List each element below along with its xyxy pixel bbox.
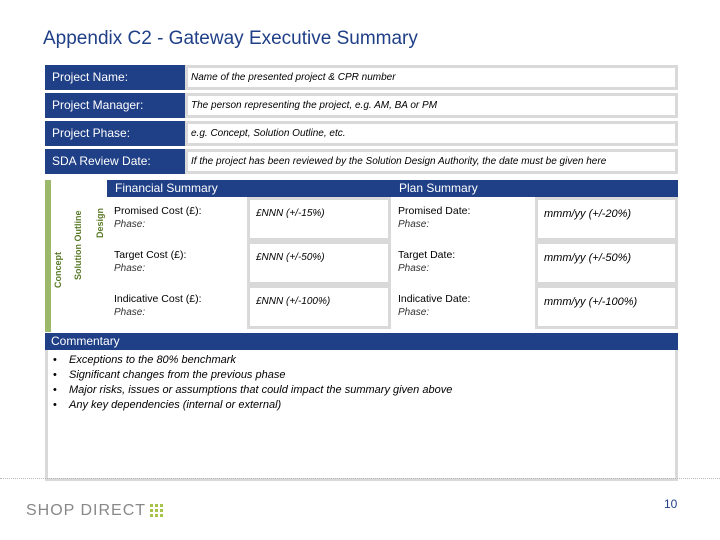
commentary-heading: Commentary	[45, 333, 678, 350]
target-row	[107, 241, 678, 285]
page-title: Appendix C2 - Gateway Executive Summary	[43, 28, 418, 49]
indicative-date-phase: Phase:	[398, 307, 430, 318]
indicative-cost-field[interactable]	[247, 285, 391, 329]
indicative-date-field[interactable]	[535, 285, 678, 329]
commentary-list	[52, 353, 675, 413]
indicative-cost-label: Indicative Cost (£):	[114, 293, 202, 305]
shop-direct-logo: SHOP DIRECT	[26, 502, 147, 519]
target-cost-label: Target Cost (£):	[114, 249, 187, 261]
promised-date-label-cell	[391, 197, 535, 241]
target-cost-label-cell	[107, 241, 247, 285]
commentary-bullet: • Exceptions to the 80% benchmark	[52, 353, 675, 368]
commentary-bullet: • Major risks, issues or assumptions that could impact the summary given above	[52, 383, 675, 398]
sda-review-date-row	[45, 149, 678, 174]
commentary-bullet: • Any key dependencies (internal or external)	[52, 398, 675, 413]
indicative-cost-value: £NNN (+/-100%)	[250, 288, 388, 326]
target-date-value: mmm/yy (+/-50%)	[538, 244, 675, 282]
target-date-phase: Phase:	[398, 263, 430, 274]
summary-header	[107, 180, 678, 197]
promised-cost-label-cell	[107, 197, 247, 241]
project-manager-value: The person representing the project, e.g. AM, BA or PM	[188, 96, 675, 115]
project-name-field[interactable]	[185, 65, 678, 90]
phase-label-solution-outline: Solution Outline	[73, 210, 83, 280]
indicative-cost-phase: Phase:	[114, 307, 146, 318]
project-manager-label: Project Manager:	[45, 93, 185, 118]
promised-cost-field[interactable]	[247, 197, 391, 241]
project-phase-label: Project Phase:	[45, 121, 185, 146]
phase-label-design: Design	[95, 207, 105, 238]
page-number: 10	[664, 497, 678, 511]
target-date-label: Target Date:	[398, 249, 456, 261]
target-cost-field[interactable]	[247, 241, 391, 285]
phase-label-concept: Concept	[53, 252, 63, 288]
indicative-date-label-cell	[391, 285, 535, 329]
promised-cost-label: Promised Cost (£):	[114, 205, 202, 217]
commentary-section	[45, 333, 678, 481]
indicative-row	[107, 285, 678, 329]
project-name-value: Name of the presented project & CPR number	[188, 68, 675, 87]
target-cost-value: £NNN (+/-50%)	[250, 244, 388, 282]
logo-grid-icon	[150, 504, 164, 518]
sda-review-date-value: If the project has been reviewed by the Solution Design Authority, the date must be given here	[188, 152, 675, 171]
sda-review-date-label: SDA Review Date:	[45, 149, 185, 174]
indicative-cost-label-cell	[107, 285, 247, 329]
promised-date-field[interactable]	[535, 197, 678, 241]
target-date-label-cell	[391, 241, 535, 285]
promised-cost-phase: Phase:	[114, 219, 146, 230]
footer-divider	[0, 478, 720, 479]
promised-date-value: mmm/yy (+/-20%)	[538, 200, 675, 238]
promised-date-label: Promised Date:	[398, 205, 471, 217]
commentary-bullet: • Significant changes from the previous phase	[52, 368, 675, 383]
project-name-row	[45, 65, 678, 90]
promised-cost-value: £NNN (+/-15%)	[250, 200, 388, 238]
project-phase-field[interactable]	[185, 121, 678, 146]
phase-indicator-bar	[45, 180, 51, 332]
promised-date-phase: Phase:	[398, 219, 430, 230]
promised-row	[107, 197, 678, 241]
plan-summary-heading: Plan Summary	[399, 181, 478, 195]
project-name-label: Project Name:	[45, 65, 185, 90]
sda-review-date-field[interactable]	[185, 149, 678, 174]
project-phase-value: e.g. Concept, Solution Outline, etc.	[188, 124, 675, 143]
indicative-date-label: Indicative Date:	[398, 293, 471, 305]
project-phase-row	[45, 121, 678, 146]
project-manager-field[interactable]	[185, 93, 678, 118]
target-cost-phase: Phase:	[114, 263, 146, 274]
financial-summary-heading: Financial Summary	[115, 181, 218, 195]
project-manager-row	[45, 93, 678, 118]
indicative-date-value: mmm/yy (+/-100%)	[538, 288, 675, 326]
commentary-field[interactable]	[48, 350, 675, 478]
target-date-field[interactable]	[535, 241, 678, 285]
